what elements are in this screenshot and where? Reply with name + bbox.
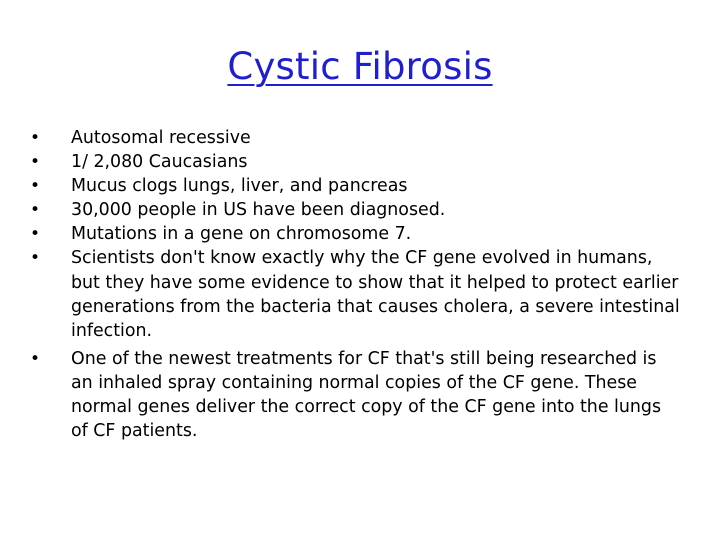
slide-title: Cystic Fibrosis [227, 45, 493, 88]
bullet-text: Autosomal recessive [71, 128, 251, 148]
bullet-text: Mucus clogs lungs, liver, and pancreas [71, 176, 408, 197]
bullet-text: 30,000 people in US have been diagnosed. [71, 200, 446, 221]
bullet-text: Mutations in a gene on chromosome 7. [71, 224, 412, 245]
bullet-item-diagnosed [30, 198, 680, 222]
bullet-text: One of the newest treatments for CF that's still being researched is an inhaled spray containing normal copies of the CF gene. These normal genes deliver the correct copy of the CF gene into the lungs of CF patients. [71, 348, 662, 442]
bullet-dot-icon: • [30, 248, 41, 269]
bullet-dot-icon: • [30, 200, 41, 221]
bullet-item-frequency [30, 150, 680, 174]
bullet-dot-icon: • [30, 176, 41, 197]
bullet-dot-icon: • [30, 348, 41, 369]
bullet-list [30, 126, 680, 443]
bullet-item-mucus [30, 174, 680, 198]
bullet-dot-icon: • [30, 152, 41, 173]
bullet-item-autosomal [30, 126, 680, 150]
bullet-dot-icon: • [30, 224, 41, 245]
bullet-item-evolution [30, 246, 680, 342]
bullet-dot-icon: • [30, 128, 41, 148]
bullet-text: Scientists don't know exactly why the CF gene evolved in humans, but they have some evidence to show that it helped to protect earlier generations from the bacteria that causes cholera, a severe intestinal infection. [71, 248, 680, 341]
bullet-item-chromosome [30, 222, 680, 246]
title-container [0, 44, 720, 90]
bullet-text: 1/ 2,080 Caucasians [71, 152, 248, 173]
bullet-item-treatment [30, 347, 680, 443]
